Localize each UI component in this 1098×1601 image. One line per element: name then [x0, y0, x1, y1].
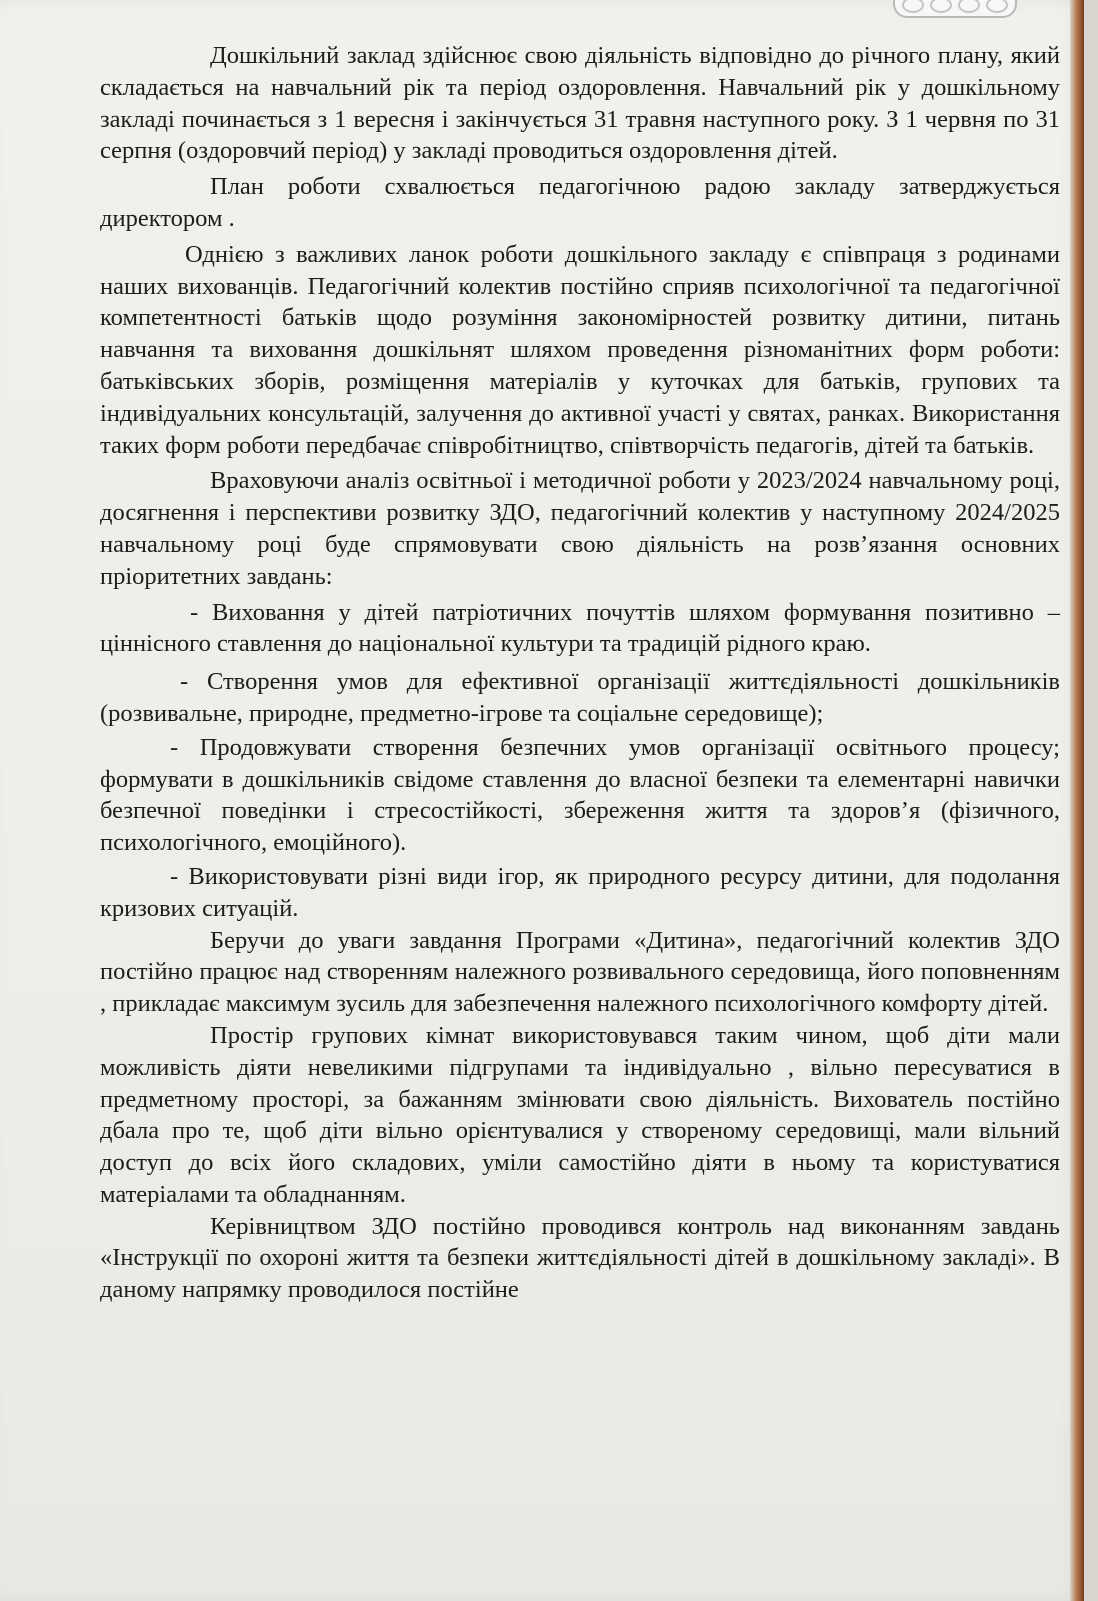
- paragraph-plan-approval: План роботи схвалюється педагогічною радою закладу затверджується директором .: [100, 173, 1060, 232]
- ring-icon: [958, 0, 980, 13]
- paragraph-group-rooms: Простір групових кімнат використовувався таким чином, щоб діти мали можливість діяти невеликими підгрупами та індивідуально , вільно пересуватися в предметному просторі, за бажанням змінювати свою діяльність. Вихователь постійно дбала про те, щоб діти вільно орієнтувалися у створеному середовищі, мали вільний доступ до всіх його складових, уміли самостійно діяти в ньому та користуватися матеріалами та обладнанням.: [100, 1021, 1060, 1208]
- document-body: [100, 40, 1060, 1306]
- page-edge-shadow: [1070, 0, 1084, 1601]
- priority-item-games: - Використовувати різні види ігор, як природного ресурсу дитини, для подолання кризових ситуацій.: [100, 862, 1060, 922]
- priority-item-safety: - Продовжувати створення безпечних умов організації освітнього процесу; формувати в дошкільників свідоме ставлення до власної безпеки та елементарні навички безпечної поведінки і стресостійкості, збереження життя та здоров’я (фізичного, психологічного, емоційного).: [100, 733, 1060, 857]
- ring-icon: [930, 0, 952, 13]
- paragraph-priorities-intro: Враховуючи аналіз освітньої і методичної роботи у 2023/2024 навчальному році, досягнення і перспективи розвитку ЗДО, педагогічний колектив у наступному 2024/2025 навчальному році буде спрямовувати свою діяльність на розв’язання основних пріоритетних завдань:: [100, 467, 1060, 590]
- paragraph-family-cooperation: Однією з важливих ланок роботи дошкільного закладу є співпраця з родинами наших вихованців. Педагогічний колектив постійно сприяв психологічної та педагогічної компетентності батьків щодо розуміння закономірностей розвитку дитини, питань навчання та виховання дошкільнят шляхом проведення різноманітних форм роботи: батьківських зборів, розміщення матеріалів у куточках для батьків, групових та індивідуальних консультацій, залучення до активної участі у святах, ранках. Використання таких форм роботи передбачає співробітництво, співтворчість педагогів, дітей та батьків.: [100, 240, 1060, 459]
- priority-item-conditions: - Створення умов для ефективної організації життєдіяльності дошкільників (розвивальне, природне, предметно-ігрове та соціальне середовище);: [100, 668, 1060, 727]
- priority-item-patriotic: - Виховання у дітей патріотичних почуттів шляхом формування позитивно – ціннісного ставлення до національної культури та традицій рідного краю.: [100, 598, 1060, 658]
- ring-icon: [902, 0, 924, 13]
- paragraph-program-dytyna: Беручи до уваги завдання Програми «Дитина», педагогічний колектив ЗДО постійно працює над створенням належного розвивального середовища, його поповненням , прикладає максимум зусиль для забезпечення належного психологічного комфорту дітей.: [100, 926, 1060, 1018]
- paragraph-schedule: Дошкільний заклад здійснює свою діяльність відповідно до річного плану, який складається на навчальний рік та період оздоровлення. Навчальний рік у дошкільному закладі починається з 1 вересня і закінчується 31 травня наступного року. З 1 червня по 31 серпня (оздоровчий період) у закладі проводиться оздоровлення дітей.: [100, 42, 1060, 165]
- binder-clip-mark: [893, 0, 1017, 18]
- paragraph-management-control: Керівництвом ЗДО постійно проводився контроль над виконанням завдань «Інструкції по охороні життя та безпеки життєдіяльності дітей в дошкільному закладі». В даному напрямку проводилося постійне: [100, 1212, 1060, 1304]
- ring-icon: [986, 0, 1008, 13]
